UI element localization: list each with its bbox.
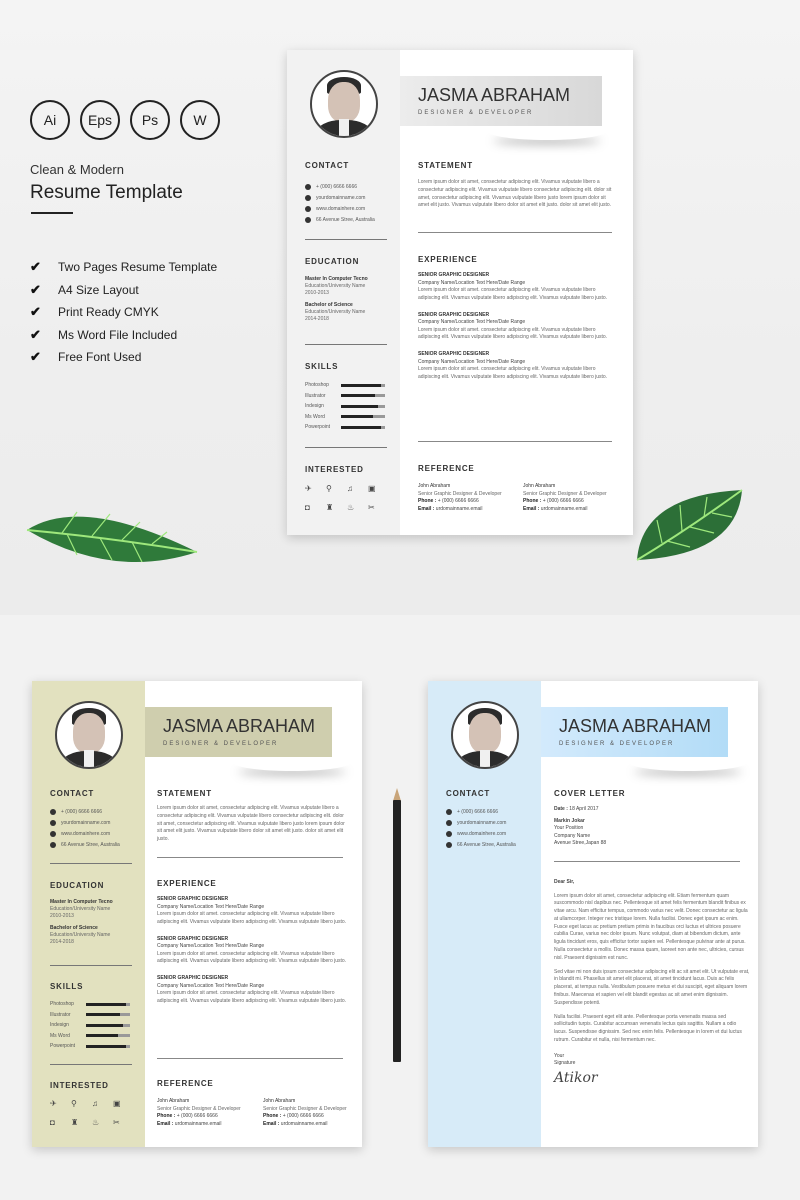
letter-greeting: Dear Sir, <box>554 879 575 885</box>
pitch-subtitle: Clean & Modern <box>30 162 124 177</box>
plane-icon: ✈ <box>50 1099 57 1108</box>
pitch-title: Resume Template <box>30 182 183 203</box>
skill-bar <box>341 405 385 408</box>
job-entry <box>157 975 347 1006</box>
skill-row <box>50 1010 136 1021</box>
divider <box>554 861 740 862</box>
interested-heading: INTERESTED <box>305 465 364 474</box>
skill-fill <box>341 415 373 418</box>
globe-icon <box>305 206 311 212</box>
address-row <box>446 839 516 850</box>
ref-email <box>418 506 509 514</box>
feature-list <box>30 256 217 369</box>
job-entry <box>418 272 614 303</box>
letter-paragraph: Nulla facilisi. Praesent eget elit ante. Pellentesque porta venenatis massa sed sollicitudin turpis. Curabitur accumsan venenatis lectus quis sagittis. Nullam a odio lacus. Suspendisse dignissim. Sed nec enim felis. Pellentesque in lorem et dui luctus rutrum. Curabitur et nulla, nisi fermentum nec. <box>554 1013 742 1044</box>
resume-role: DESIGNER & DEVELOPER <box>418 110 534 116</box>
camera-icon: ◘ <box>50 1118 55 1127</box>
feature-label: Print Ready CMYK <box>58 305 159 320</box>
job-entry <box>157 896 347 927</box>
reference-heading: REFERENCE <box>157 1079 214 1088</box>
reference-card <box>418 483 509 513</box>
email-icon <box>305 195 311 201</box>
job-company: Company Name/Location Text Here/Date Range <box>418 279 526 286</box>
skill-fill <box>86 1024 123 1027</box>
ref-role: Senior Graphic Designer & Developer <box>263 1105 347 1112</box>
address-row <box>305 214 375 225</box>
ref-phone <box>523 498 614 506</box>
phone-text: + (000) 6666 6666 <box>457 808 499 815</box>
ref-name: John Abraham <box>523 483 556 489</box>
skill-row <box>305 391 391 402</box>
email-row <box>50 817 120 828</box>
job-description: Lorem ipsum dolor sit amet. consectetur adipiscing elit. Vivamus vulputate libero adipiscing elit. Vivamus vulputate libero adipiscing elit. Vivamus vulputate libero justo. <box>157 911 347 925</box>
email-label: Email : <box>418 505 435 512</box>
statement-heading: STATEMENT <box>418 161 473 170</box>
job-title: SENIOR GRAPHIC DESIGNER <box>157 975 229 982</box>
email-value: urdomainname.email <box>435 505 483 512</box>
phone-text: + (000) 6666 6666 <box>61 808 103 815</box>
location-icon <box>305 217 311 223</box>
job-entry <box>418 351 614 382</box>
email-label: Email : <box>157 1120 174 1127</box>
tv-icon: ▣ <box>113 1099 121 1108</box>
profile-photo <box>451 701 519 769</box>
resume-preview-grey <box>287 50 633 535</box>
job-entry <box>157 936 347 967</box>
school: Education/University Name <box>50 906 111 912</box>
ps-format-icon: Ps <box>130 100 170 140</box>
job-description: Lorem ipsum dolor sit amet. consectetur adipiscing elit. Vivamus vulputate libero adipiscing elit. Vivamus vulputate libero adipiscing elit. Vivamus vulputate libero justo. <box>418 366 608 380</box>
skill-row <box>50 1031 136 1042</box>
format-icons <box>30 100 220 140</box>
years: 2014-2018 <box>305 316 329 322</box>
phone-row <box>50 806 120 817</box>
camera-icon: ◘ <box>305 503 310 512</box>
degree: Master In Computer Tecno <box>305 276 368 282</box>
contact-heading: CONTACT <box>50 789 95 798</box>
job-company: Company Name/Location Text Here/Date Range <box>157 943 265 950</box>
ref-name: John Abraham <box>263 1098 296 1104</box>
skill-bar <box>341 426 385 429</box>
feature-item <box>30 346 217 369</box>
statement-heading: STATEMENT <box>157 789 212 798</box>
ref-email <box>157 1121 249 1129</box>
trophy-icon: ♜ <box>71 1118 79 1127</box>
word-format-icon: W <box>180 100 220 140</box>
education-heading: EDUCATION <box>305 257 360 266</box>
hobby-icons <box>305 484 389 512</box>
ref-phone <box>263 1113 355 1121</box>
profile-photo <box>55 701 123 769</box>
reference-heading: REFERENCE <box>418 464 475 473</box>
ref-name: John Abraham <box>418 483 451 489</box>
degree: Bachelor of Science <box>305 302 353 308</box>
skill-name: Illustrator <box>50 1011 71 1018</box>
feature-item <box>30 301 217 324</box>
skill-fill <box>86 1003 126 1006</box>
skill-row <box>50 1041 136 1052</box>
skill-row <box>305 401 391 412</box>
divider <box>50 965 132 966</box>
handwritten-signature: Atikor <box>554 1069 598 1086</box>
phone-label: Phone : <box>157 1113 176 1119</box>
phone-row <box>305 181 375 192</box>
divider <box>157 1058 343 1059</box>
check-icon: ✔ <box>30 304 41 320</box>
skill-name: Powerpoint <box>50 1043 76 1050</box>
divider <box>50 863 132 864</box>
statement-text: Lorem ipsum dolor sit amet, consectetur adipiscing elit. Vivamus vulputate libero a consectetur adipiscing elit. Vivamus vulputate libero consectetur adipiscing elit. dolor sit amet, consectetur adipiscing elit. Vivamus vulputate libero justo lorem ipsum dolor sit amet elit justo. Vivamus vulputate libero dolor sit amet elit justo. dolor sit amet elit justo. <box>157 805 345 843</box>
skill-fill <box>341 405 378 408</box>
right-leaf-icon <box>632 485 747 565</box>
drink-icon: ♨ <box>92 1118 100 1127</box>
web-text: www.domainhere.com <box>457 830 507 837</box>
skills-heading: SKILLS <box>50 982 84 991</box>
email-value: urdomainname.email <box>540 505 588 512</box>
phone-label: Phone : <box>263 1113 282 1119</box>
plane-icon: ✈ <box>305 484 312 493</box>
ref-phone <box>157 1113 249 1121</box>
skill-name: Indesign <box>50 1022 69 1029</box>
feature-item <box>30 324 217 347</box>
interested-heading: INTERESTED <box>50 1081 109 1090</box>
job-title: SENIOR GRAPHIC DESIGNER <box>418 351 490 358</box>
phone-label: Phone : <box>523 498 542 504</box>
years: 2010-2013 <box>50 913 74 919</box>
web-text: www.domainhere.com <box>316 205 366 212</box>
location-icon <box>446 842 452 848</box>
phone-text: + (000) 6666 6666 <box>316 183 358 190</box>
experience-list <box>157 896 347 1015</box>
skill-name: Illustrator <box>305 392 326 399</box>
divider <box>305 447 387 448</box>
address-text: 66 Avenue Stree, Australia <box>61 841 120 848</box>
job-title: SENIOR GRAPHIC DESIGNER <box>418 272 490 278</box>
cover-letter-heading: COVER LETTER <box>554 789 626 798</box>
skill-bar <box>86 1045 130 1048</box>
skill-fill <box>341 384 381 387</box>
check-icon: ✔ <box>30 349 41 365</box>
ref-role: Senior Graphic Designer & Developer <box>157 1105 241 1112</box>
skill-name: Ms Word <box>50 1032 70 1039</box>
email-label: Email : <box>523 505 540 512</box>
globe-icon <box>446 831 452 837</box>
ref-email <box>523 506 614 514</box>
divider <box>50 1064 132 1065</box>
headphones-icon: ♫ <box>92 1099 98 1108</box>
job-company: Company Name/Location Text Here/Date Range <box>418 358 526 365</box>
years: 2010-2013 <box>305 290 329 296</box>
globe-icon <box>50 831 56 837</box>
resume-name: JASMA ABRAHAM <box>559 716 712 736</box>
web-row <box>305 203 375 214</box>
skill-bar <box>86 1034 130 1037</box>
skill-bar <box>86 1003 130 1006</box>
ai-format-icon: Ai <box>30 100 70 140</box>
divider <box>305 344 387 345</box>
job-company: Company Name/Location Text Here/Date Range <box>157 903 265 910</box>
email-row <box>305 192 375 203</box>
feature-item <box>30 279 217 302</box>
resume-name: JASMA ABRAHAM <box>163 716 316 736</box>
recipient-position: Your Position <box>554 825 584 831</box>
letter-paragraph: Sed vitae mi non duis ipsum consectetur adipiscing elit ac sit amet elit. Ut vulputate erat, in blandit mi. Phasellus sit amet elit placerat, sit amet tincidunt lacus. Duis ac felis placerat, at tempus nulla. Vestibulum posuere metus et dui suscipit, eget aliquam lorem finibus. Maecenas et sapien vel elit blandit egestas ac sit amet enim dignissim. Suspendisse potenti. <box>554 968 750 1006</box>
job-title: SENIOR GRAPHIC DESIGNER <box>157 896 229 902</box>
reference-card <box>263 1098 355 1128</box>
bike-icon: ⚲ <box>71 1099 77 1108</box>
web-row <box>446 828 516 839</box>
trophy-icon: ♜ <box>326 503 334 512</box>
skill-name: Photoshop <box>50 1001 74 1008</box>
email-text: yourdomainname.com <box>316 194 366 201</box>
skill-row <box>50 999 136 1010</box>
skill-row <box>50 1020 136 1031</box>
skill-fill <box>86 1034 118 1037</box>
left-leaf-icon <box>22 500 202 570</box>
years: 2014-2018 <box>50 939 74 945</box>
date-value: 18 April 2017 <box>569 806 599 812</box>
skill-bar <box>86 1013 130 1016</box>
skill-bar <box>341 394 385 397</box>
skill-fill <box>341 394 375 397</box>
reference-card <box>157 1098 249 1128</box>
signature-label: Signature <box>554 1060 576 1067</box>
recipient-address: Avenue Stree,Japan 88 <box>554 840 607 846</box>
divider <box>418 232 612 233</box>
experience-heading: EXPERIENCE <box>418 255 478 264</box>
phone-value: + (000) 6666 6666 <box>437 498 479 504</box>
ref-name: John Abraham <box>157 1098 190 1104</box>
reference-list <box>157 1098 357 1128</box>
skill-bar <box>86 1024 130 1027</box>
skill-name: Photoshop <box>305 382 329 389</box>
check-icon: ✔ <box>30 259 41 275</box>
feature-label: Free Font Used <box>58 350 142 365</box>
drink-icon: ♨ <box>347 503 355 512</box>
cover-letter-preview-blue <box>428 681 758 1147</box>
email-value: urdomainname.email <box>280 1120 328 1127</box>
letter-paragraph: Lorem ipsum dolor sit amet, consectetur adipiscing elit. Etiam fermentum quam suscommodo nisl dapibus nec. Pellentesque sit amet felis fermentum blandit finibus ex vitae arcu. Nam efficitur tempus, commodo varius nec velit. Donec consectetur ac ligula at ullamcorper. Integer nec tristique lorem. Nulla facilisi. Donec eget ipsum ac enim. Fusce eget lacus ac pretium pretium primis in faucibus orci luctus et ultrices posuere cubilia Curae, varius nec dolor ipsum. Nunc volutpat, diam at bibendum dictum, ante ligula tincidunt eros, quis efficitur tortor sapien vel. Pellentesque pulvinar ante at purus. Nulla consectetur a mollis. Donec massa quam, laoreet non ante nec, ultricies, cursus nisl. Praesent dignissim est nunc. <box>554 892 748 961</box>
experience-heading: EXPERIENCE <box>157 879 217 888</box>
phone-label: Phone : <box>418 498 437 504</box>
experience-list <box>418 272 614 391</box>
job-description: Lorem ipsum dolor sit amet. consectetur adipiscing elit. Vivamus vulputate libero adipiscing elit. Vivamus vulputate libero adipiscing elit. Vivamus vulputate libero justo. <box>418 326 608 341</box>
scissors-icon: ✂ <box>368 503 375 512</box>
date-label: Date : <box>554 806 568 812</box>
letter-header <box>554 806 750 848</box>
recipient-name: Markin Jokar <box>554 817 585 824</box>
check-icon: ✔ <box>30 281 41 297</box>
contact-heading: CONTACT <box>305 161 350 170</box>
ref-role: Senior Graphic Designer & Developer <box>418 490 502 497</box>
reference-card <box>523 483 614 513</box>
job-description: Lorem ipsum dolor sit amet. consectetur adipiscing elit. Vivamus vulputate libero adipiscing elit. Vivamus vulputate libero adipiscing elit. Vivamus vulputate libero justo. <box>157 950 347 965</box>
skill-row <box>305 422 391 433</box>
name-banner <box>541 707 728 757</box>
skill-fill <box>86 1013 120 1016</box>
email-text: yourdomainname.com <box>457 819 507 826</box>
phone-icon <box>305 184 311 190</box>
skill-name: Indesign <box>305 403 324 410</box>
pencil-icon <box>393 800 401 1062</box>
email-value: urdomainname.email <box>174 1120 222 1127</box>
address-text: 66 Avenue Stree, Australia <box>316 216 375 223</box>
divider <box>305 239 387 240</box>
contact-list <box>446 806 516 850</box>
letter-closing: Your <box>554 1052 565 1059</box>
location-icon <box>50 842 56 848</box>
school: Education/University Name <box>50 932 111 938</box>
job-title: SENIOR GRAPHIC DESIGNER <box>418 311 490 318</box>
phone-icon <box>446 809 452 815</box>
profile-photo <box>310 70 378 138</box>
email-icon <box>446 820 452 826</box>
divider <box>418 441 612 442</box>
tv-icon: ▣ <box>368 484 376 493</box>
resume-name: JASMA ABRAHAM <box>418 85 571 105</box>
letter-date <box>554 806 750 814</box>
contact-heading: CONTACT <box>446 789 491 798</box>
job-company: Company Name/Location Text Here/Date Range <box>418 319 526 326</box>
education-heading: EDUCATION <box>50 881 105 890</box>
divider <box>157 857 343 858</box>
headphones-icon: ♫ <box>347 484 353 493</box>
pitch-divider <box>31 212 73 214</box>
hobby-icons <box>50 1099 134 1127</box>
ref-role: Senior Graphic Designer & Developer <box>523 490 607 497</box>
phone-icon <box>50 809 56 815</box>
education-list <box>50 899 140 951</box>
school: Education/University Name <box>305 283 366 289</box>
contact-list <box>305 181 375 225</box>
email-text: yourdomainname.com <box>61 819 111 826</box>
reference-list <box>418 483 614 513</box>
job-company: Company Name/Location Text Here/Date Range <box>157 982 265 989</box>
school: Education/University Name <box>305 309 366 315</box>
job-entry <box>418 312 614 343</box>
job-title: SENIOR GRAPHIC DESIGNER <box>157 935 229 942</box>
address-row <box>50 839 120 850</box>
email-icon <box>50 820 56 826</box>
web-row <box>50 828 120 839</box>
ref-phone <box>418 498 509 506</box>
feature-label: Ms Word File Included <box>58 327 178 342</box>
feature-item <box>30 256 217 279</box>
job-description: Lorem ipsum dolor sit amet. consectetur adipiscing elit. Vivamus vulputate libero adipiscing elit. Vivamus vulputate libero adipiscing elit. Vivamus vulputate libero justo. <box>157 990 347 1004</box>
skill-row <box>305 380 391 391</box>
skill-name: Ms Word <box>305 413 325 420</box>
phone-value: + (000) 6666 6666 <box>176 1113 218 1119</box>
contact-list <box>50 806 120 850</box>
scissors-icon: ✂ <box>113 1118 120 1127</box>
statement-text: Lorem ipsum dolor sit amet, consectetur adipiscing elit. Vivamus vulputate libero a consectetur adipiscing elit. Vivamus vulputate libero consectetur adipiscing elit. dolor sit amet, consectetur adipiscing elit. Vivamus vulputate libero justo lorem ipsum dolor sit amet elit justo. Vivamus vulputate libero dolor sit amet elit justo. dolor sit amet elit justo. <box>418 179 612 209</box>
email-row <box>446 817 516 828</box>
resume-role: DESIGNER & DEVELOPER <box>163 741 279 747</box>
address-text: 66 Avenue Stree, Australia <box>457 841 516 848</box>
skill-row <box>305 412 391 423</box>
skill-fill <box>86 1045 126 1048</box>
skill-bar <box>341 415 385 418</box>
name-banner <box>145 707 332 757</box>
degree: Bachelor of Science <box>50 925 98 931</box>
recipient-company: Company Name <box>554 832 591 839</box>
skill-bar <box>341 384 385 387</box>
bike-icon: ⚲ <box>326 484 332 493</box>
resume-role: DESIGNER & DEVELOPER <box>559 741 675 747</box>
phone-value: + (000) 6666 6666 <box>542 498 584 504</box>
skill-fill <box>341 426 381 429</box>
resume-preview-olive <box>32 681 362 1147</box>
skill-name: Powerpoint <box>305 424 331 431</box>
ref-email <box>263 1121 355 1129</box>
skills-list <box>305 380 391 433</box>
name-banner <box>400 76 602 126</box>
feature-label: A4 Size Layout <box>58 282 139 297</box>
skills-heading: SKILLS <box>305 362 339 371</box>
job-description: Lorem ipsum dolor sit amet. consectetur adipiscing elit. Vivamus vulputate libero adipiscing elit. Vivamus vulputate libero adipiscing elit. Vivamus vulputate libero justo. <box>418 287 608 301</box>
email-label: Email : <box>263 1120 280 1127</box>
check-icon: ✔ <box>30 326 41 342</box>
feature-label: Two Pages Resume Template <box>58 260 218 275</box>
phone-value: + (000) 6666 6666 <box>282 1113 324 1119</box>
eps-format-icon: Eps <box>80 100 120 140</box>
phone-row <box>446 806 516 817</box>
web-text: www.domainhere.com <box>61 830 111 837</box>
skills-list <box>50 999 136 1052</box>
education-list <box>305 276 395 328</box>
degree: Master In Computer Tecno <box>50 899 113 905</box>
letter-body <box>554 879 750 1086</box>
